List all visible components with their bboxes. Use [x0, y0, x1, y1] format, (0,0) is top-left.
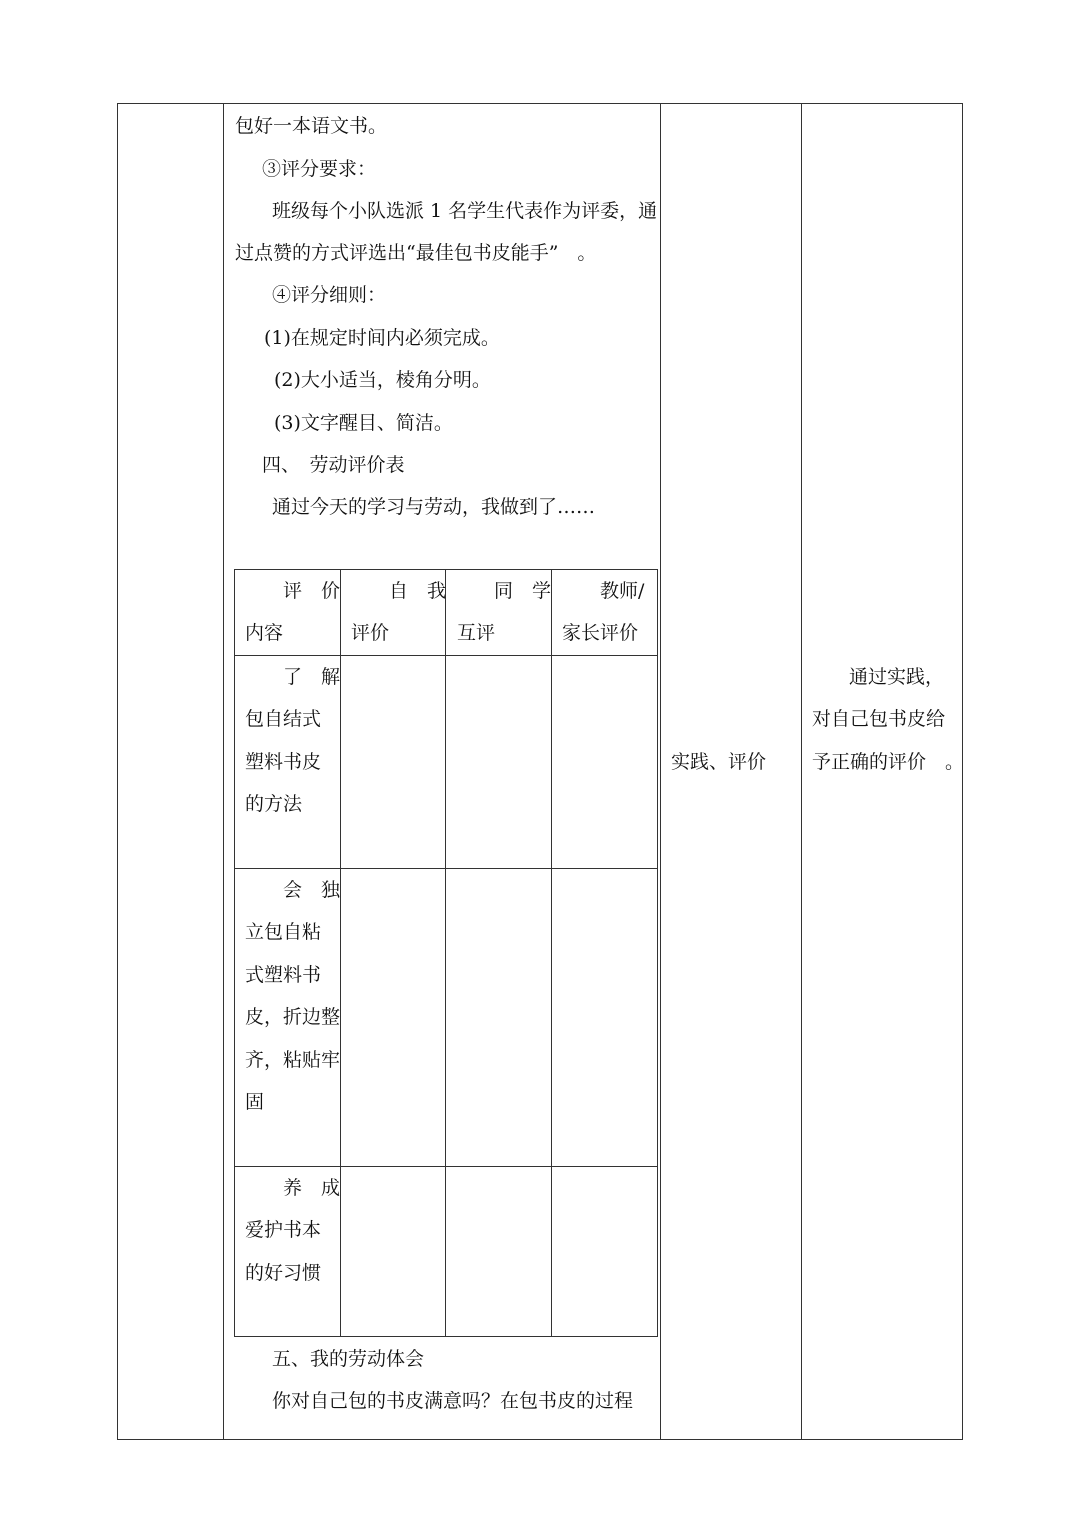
header-teacher: 教师/: [600, 580, 645, 602]
row1-content: 塑料书皮: [245, 751, 322, 773]
row2-content: 齐，粘贴牢: [245, 1049, 341, 1071]
text-line: (2)大小适当，棱角分明。: [274, 369, 491, 391]
purpose-line: 通过实践，: [849, 666, 945, 688]
purpose-line: 予正确的评价 。: [812, 751, 965, 773]
column-divider: [801, 103, 802, 1440]
text-line: 你对自己包的书皮满意吗？在包书皮的过程: [272, 1390, 634, 1412]
row2-content: 固: [245, 1091, 265, 1113]
row-divider: [234, 655, 658, 656]
column-divider: [660, 103, 661, 1440]
section-heading: 五、我的劳动体会: [272, 1348, 425, 1370]
text-line: 班级每个小队选派 1 名学生代表作为评委，通: [272, 200, 658, 222]
header-teacher: 家长评价: [562, 622, 639, 644]
row-divider: [234, 868, 658, 869]
text-line: (1)在规定时间内必须完成。: [264, 327, 500, 349]
row2-content: 式塑料书: [245, 964, 322, 986]
row1-content: 了 解: [283, 666, 341, 688]
text-line: ③评分要求：: [262, 158, 377, 180]
text-line: ④评分细则：: [272, 284, 387, 306]
row3-content: 养 成: [283, 1177, 341, 1199]
header-content: 内容: [245, 622, 284, 644]
row1-content: 的方法: [245, 793, 303, 815]
row3-content: 的好习惯: [245, 1262, 322, 1284]
header-peer: 互评: [457, 622, 496, 644]
method-cell: 实践、评价: [671, 751, 767, 773]
row1-content: 包自结式: [245, 708, 322, 730]
col-divider: [551, 569, 552, 1337]
row3-content: 爱护书本: [245, 1219, 322, 1241]
col-divider: [340, 569, 341, 1337]
row-divider: [234, 1166, 658, 1167]
text-line: 通过今天的学习与劳动，我做到了……: [272, 496, 596, 518]
text-line: 过点赞的方式评选出“最佳包书皮能手” 。: [235, 242, 597, 264]
column-divider: [223, 103, 224, 1440]
purpose-line: 对自己包书皮给: [812, 708, 946, 730]
section-heading: 四、 劳动评价表: [262, 454, 405, 476]
header-content: 评 价: [283, 580, 341, 602]
row2-content: 皮，折边整: [245, 1006, 341, 1028]
row2-content: 会 独: [283, 879, 341, 901]
text-line: 包好一本语文书。: [235, 115, 388, 137]
row2-content: 立包自粘: [245, 921, 322, 943]
text-line: (3)文字醒目、简洁。: [274, 412, 453, 434]
col-divider: [445, 569, 446, 1337]
header-peer: 同 学: [494, 580, 552, 602]
header-self: 评价: [351, 622, 390, 644]
header-self: 自 我: [389, 580, 447, 602]
